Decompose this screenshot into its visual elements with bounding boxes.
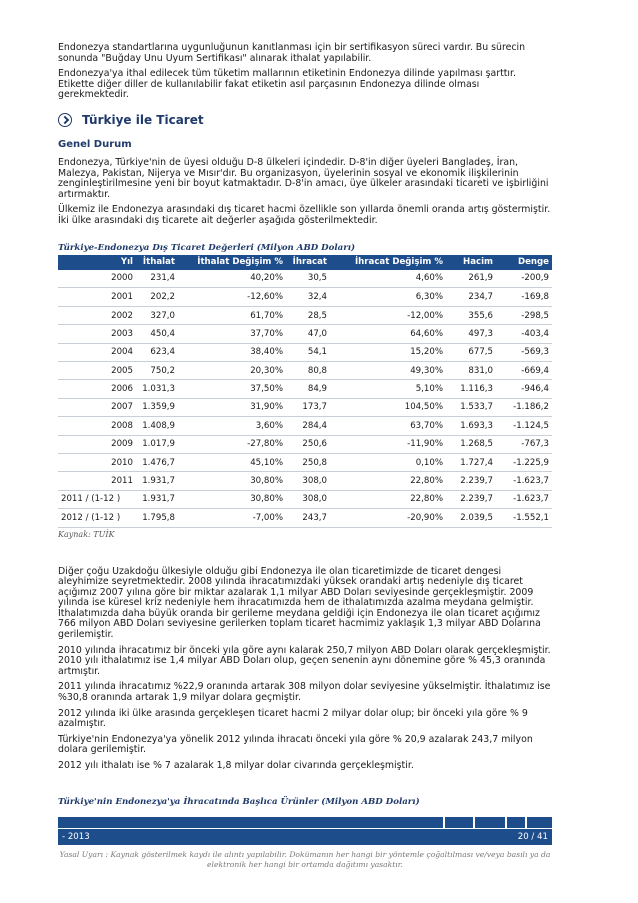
analysis-paragraph-5: Türkiye'nin Endonezya'ya yönelik 2012 yılında ihracatı önceki yıla göre % 20,9 azalarak 243,7 milyon dolara gerilemiştir. — [58, 733, 533, 756]
table-cell: 623,4 — [136, 343, 178, 361]
table-cell: 355,6 — [446, 306, 496, 324]
table-cell: 2011 — [58, 472, 136, 490]
footer-year: - 2013 — [62, 832, 90, 842]
table-row — [58, 472, 552, 490]
table-cell: 1.476,7 — [136, 453, 178, 471]
table-cell: 49,30% — [330, 361, 446, 379]
table-cell: -1.225,9 — [496, 453, 552, 471]
table-cell: 2004 — [58, 343, 136, 361]
page-number: 20 / 41 — [517, 832, 548, 842]
table-cell: 2000 — [58, 270, 136, 288]
table-cell: 1.359,9 — [136, 398, 178, 416]
table-cell: 1.931,7 — [136, 490, 178, 508]
table-cell: -12,60% — [178, 288, 286, 306]
table-caption: Türkiye-Endonezya Dış Ticaret Değerleri (Milyon ABD Doları) — [58, 242, 356, 253]
table-cell: 261,9 — [446, 270, 496, 288]
table-cell: 1.031,3 — [136, 380, 178, 398]
table-row — [58, 398, 552, 416]
table-cell: -669,4 — [496, 361, 552, 379]
table-cell: -11,90% — [330, 435, 446, 453]
table-row — [58, 435, 552, 453]
table-cell: 80,8 — [286, 361, 330, 379]
table-cell: -1.186,2 — [496, 398, 552, 416]
table-cell: 231,4 — [136, 270, 178, 288]
analysis-paragraph-6: 2012 yılı ithalatı ise % 7 azalarak 1,8 milyar dolar civarında gerçekleşmiştir. — [58, 760, 414, 771]
chevron-right-circle-icon — [58, 113, 72, 127]
intro-paragraph-2: Endonezya'ya ithal edilecek tüm tüketim mallarının etiketinin Endonezya dilinde yapılması şarttır. Etikette diğer diller de kullanılabilir fakat etiketin asıl parçasının Endonezya dilinde olması gerekmektedir. — [58, 68, 516, 101]
analysis-paragraph-1: Diğer çoğu Uzakdoğu ülkesiyle olduğu gibi Endonezya ile olan ticaretimizde de ticaret dengesi aleyhimize seyretmektedir. 2008 yılında ihracatımızdaki yüksek orandaki artış nedeniyle dış ticaret açığımız 2007 yılına göre bir miktar azalarak 1,1 milyar ABD Doları seviyesinde gerçekleşmiştir. 2009 yılında ise küresel kriz nedeniyle hem ihracatımızda hem de ithalatımızda azalma meydana gelmiştir. İthalatımızda daha büyük oranda bir gerileme meydana geldiği için Endonezya ile olan ticaret açığımız 766 milyon ABD Doları seviyesine gerilerken toplam ticaret hacmimiz yaklaşık 1,3 milyar ABD Dolarına gerilemiştir. — [58, 565, 541, 641]
analysis-paragraph-4: 2012 yılında iki ülke arasında gerçekleşen ticaret hacmi 2 milyar dolar olup; bir önceki yıla göre % 9 azalmıştır. — [58, 707, 528, 730]
table-cell: 250,8 — [286, 453, 330, 471]
intro-paragraph-1: Endonezya standartlarına uygunluğunun kanıtlanması için bir sertifikasyon süreci vardır. Bu sürecin sonunda "Buğday Unu Uyum Sertifikası" alınarak ithalat yapılabilir. — [58, 42, 526, 64]
table-cell: 173,7 — [286, 398, 330, 416]
table-body — [58, 270, 552, 527]
table-header-row — [58, 255, 552, 270]
table-cell: 2002 — [58, 306, 136, 324]
table-cell: 2011 / (1-12 ) — [58, 490, 136, 508]
table-row — [58, 417, 552, 435]
table-cell: 1.931,7 — [136, 472, 178, 490]
table-cell: -767,3 — [496, 435, 552, 453]
table-cell: 2006 — [58, 380, 136, 398]
header-import: İthalat — [142, 257, 175, 268]
next-table-caption: Türkiye'nin Endonezya'ya İhracatında Başlıca Ürünler (Milyon ABD Doları) — [58, 796, 420, 807]
section-header — [58, 113, 552, 127]
general-paragraph-1: Endonezya, Türkiye'nin de üyesi olduğu D-8 ülkeleri içindedir. D-8'in diğer üyeleri Bangladeş, İran, Malezya, Pakistan, Nijerya ve Mısır'dır. Bu organizasyon, üyelerinin sosyal ve ekonomik ilişkilerinin zenginleştirilmesine yeni bir boyut katmaktadır. D-8'in amacı, üye ülkeler arasındaki ticareti ve işbirliğini artırmaktır. — [58, 156, 549, 200]
table-cell: 2.039,5 — [446, 509, 496, 527]
table-cell: -27,80% — [178, 435, 286, 453]
table-cell: 22,80% — [330, 472, 446, 490]
general-paragraph-2: Ülkemiz ile Endonezya arasındaki dış ticaret hacmi özellikle son yıllarda önemli oranda artış göstermiştir. İki ülke arasındaki dış ticarete ait değerler aşağıda gösterilmektedir. — [58, 204, 551, 226]
page-footer — [58, 829, 552, 845]
table-cell: 15,20% — [330, 343, 446, 361]
table-cell: 2009 — [58, 435, 136, 453]
table-cell: 831,0 — [446, 361, 496, 379]
table-cell: 1.408,9 — [136, 417, 178, 435]
table-cell: 1.017,9 — [136, 435, 178, 453]
table-cell: 30,80% — [178, 472, 286, 490]
header-export-change: İhracat Değişim % — [354, 257, 443, 268]
table-cell: 2007 — [58, 398, 136, 416]
table-cell: -200,9 — [496, 270, 552, 288]
table-cell: 40,20% — [178, 270, 286, 288]
table-cell: 243,7 — [286, 509, 330, 527]
table-cell: 47,0 — [286, 325, 330, 343]
table-source: Kaynak: TUİK — [58, 529, 115, 539]
table-cell: 5,10% — [330, 380, 446, 398]
table-cell: 2.239,7 — [446, 490, 496, 508]
legal-disclaimer: Yasal Uyarı : Kaynak gösterilmek kaydı ile alıntı yapılabilir. Dokümanın her hangi bir yöntemle çoğaltılması ve/veya basılı ya da elektronik her hangi bir ortamda dağıtımı yasaktır. — [59, 850, 551, 869]
table-cell: 202,2 — [136, 288, 178, 306]
table-cell: 3,60% — [178, 417, 286, 435]
table-cell: 37,50% — [178, 380, 286, 398]
table-cell: 30,5 — [286, 270, 330, 288]
table-cell: -946,4 — [496, 380, 552, 398]
table-cell: -403,4 — [496, 325, 552, 343]
table-cell: -1.623,7 — [496, 490, 552, 508]
table-cell: 308,0 — [286, 472, 330, 490]
header-year: Yıl — [120, 257, 133, 268]
table-cell: -298,5 — [496, 306, 552, 324]
table-cell: 84,9 — [286, 380, 330, 398]
table-cell: -20,90% — [330, 509, 446, 527]
table-cell: 284,4 — [286, 417, 330, 435]
table-cell: 750,2 — [136, 361, 178, 379]
footer-decor-strip — [58, 817, 552, 828]
table-row — [58, 306, 552, 324]
table-cell: 2010 — [58, 453, 136, 471]
header-export: İhracat — [292, 257, 327, 268]
table-cell: 32,4 — [286, 288, 330, 306]
table-cell: 234,7 — [446, 288, 496, 306]
table-cell: -1.552,1 — [496, 509, 552, 527]
table-cell: 63,70% — [330, 417, 446, 435]
table-cell: 308,0 — [286, 490, 330, 508]
table-cell: 104,50% — [330, 398, 446, 416]
document-page — [58, 0, 552, 807]
table-cell: 1.116,3 — [446, 380, 496, 398]
table-cell: -1.124,5 — [496, 417, 552, 435]
table-cell: 677,5 — [446, 343, 496, 361]
section-title: Türkiye ile Ticaret — [82, 112, 204, 127]
table-cell: 38,40% — [178, 343, 286, 361]
table-cell: 2001 — [58, 288, 136, 306]
table-cell: 0,10% — [330, 453, 446, 471]
table-cell: 28,5 — [286, 306, 330, 324]
header-balance: Denge — [517, 257, 549, 268]
table-cell: -7,00% — [178, 509, 286, 527]
table-cell: 4,60% — [330, 270, 446, 288]
table-cell: 2012 / (1-12 ) — [58, 509, 136, 527]
header-volume: Hacim — [463, 257, 493, 268]
table-row — [58, 453, 552, 471]
trade-table — [58, 255, 552, 528]
table-row — [58, 325, 552, 343]
table-row — [58, 361, 552, 379]
table-cell: -1.623,7 — [496, 472, 552, 490]
table-row — [58, 270, 552, 288]
table-row — [58, 288, 552, 306]
table-cell: 497,3 — [446, 325, 496, 343]
subsection-title: Genel Durum — [58, 138, 132, 150]
table-cell: 2003 — [58, 325, 136, 343]
table-cell: 37,70% — [178, 325, 286, 343]
table-cell: 30,80% — [178, 490, 286, 508]
table-row — [58, 380, 552, 398]
table-cell: 20,30% — [178, 361, 286, 379]
table-cell: 450,4 — [136, 325, 178, 343]
analysis-paragraph-3: 2011 yılında ihracatımız %22,9 oranında artarak 308 milyon dolar seviyesine yükselmiştir. İthalatımız ise %30,8 oranında artarak 1,9 milyar dolara geçmiştir. — [58, 681, 551, 704]
table-cell: 64,60% — [330, 325, 446, 343]
table-cell: 1.533,7 — [446, 398, 496, 416]
table-cell: 45,10% — [178, 453, 286, 471]
table-cell: 1.268,5 — [446, 435, 496, 453]
table-cell: 2005 — [58, 361, 136, 379]
table-cell: 54,1 — [286, 343, 330, 361]
table-cell: -569,3 — [496, 343, 552, 361]
table-cell: 1.727,4 — [446, 453, 496, 471]
table-row — [58, 509, 552, 527]
table-cell: 6,30% — [330, 288, 446, 306]
table-row — [58, 490, 552, 508]
table-cell: 2.239,7 — [446, 472, 496, 490]
table-cell: 1.693,3 — [446, 417, 496, 435]
table-cell: 61,70% — [178, 306, 286, 324]
table-cell: 31,90% — [178, 398, 286, 416]
table-cell: -169,8 — [496, 288, 552, 306]
table-cell: 2008 — [58, 417, 136, 435]
table-cell: -12,00% — [330, 306, 446, 324]
table-row — [58, 343, 552, 361]
table-cell: 327,0 — [136, 306, 178, 324]
analysis-paragraph-2: 2010 yılında ihracatımız bir önceki yıla göre aynı kalarak 250,7 milyon ABD Doları olarak gerçekleşmiştir. 2010 yılı ithalatımız ise 1,4 milyar ABD Doları olup, geçen senenin aynı dönemine göre % 45,3 oranında artmıştır. — [58, 644, 551, 677]
table-cell: 250,6 — [286, 435, 330, 453]
table-cell: 22,80% — [330, 490, 446, 508]
table-cell: 1.795,8 — [136, 509, 178, 527]
header-import-change: İthalat Değişim % — [197, 257, 283, 268]
